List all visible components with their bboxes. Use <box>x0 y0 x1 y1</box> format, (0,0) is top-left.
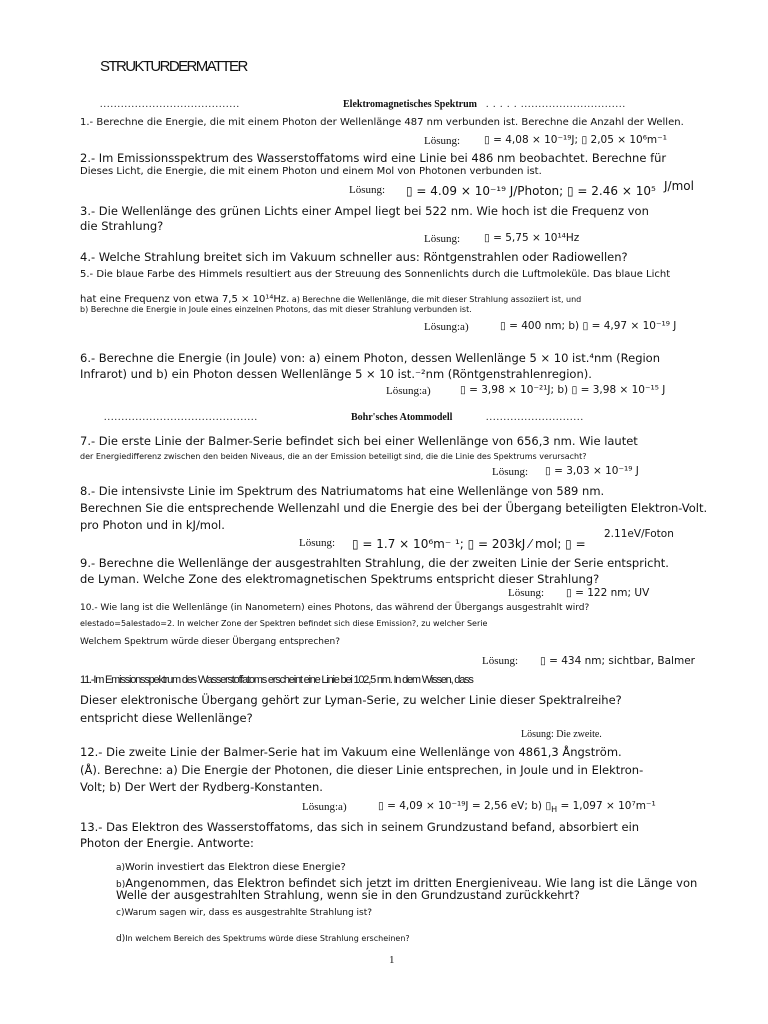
question-10-line2: elestado=5alestado=2. In welcher Zone der Spektren befindet sich diese Emission?, zu welcher Serie <box>80 619 488 628</box>
question-3-line2: die Strahlung? <box>80 219 164 233</box>
solution-answer: ▯ = 434 nm; sichtbar, Balmer <box>540 655 695 667</box>
solution-answer: ▯ = 400 nm; b) ▯ = 4,97 × 10⁻¹⁹ J <box>500 320 677 332</box>
question-2-line2: Dieses Licht, die Energie, die mit einem Photon und einem Mol von Photonen verbunden ist. <box>80 166 542 177</box>
section-divider-right: . . . . . .............................. <box>486 99 626 110</box>
question-4-text: 4.- Welche Strahlung breitet sich im Vakuum schneller aus: Röntgenstrahlen oder Radiowellen? <box>80 250 628 264</box>
solution-answer: Lösung: Die zweite. <box>521 729 602 740</box>
question-8-line1: 8.- Die intensivste Linie im Spektrum des Natriumatoms hat eine Wellenlänge von 589 nm. <box>80 484 605 498</box>
item-marker: a) <box>116 863 126 873</box>
solution-answer: ▯ = 4.09 × 10⁻¹⁹ J/Photon; ▯ = 2.46 × 10⁵ <box>406 184 656 198</box>
item-text: In welchem Bereich des Spektrums würde diese Strahlung erscheinen? <box>125 934 410 943</box>
question-13-item-d <box>116 926 410 945</box>
solution-label: Lösung: <box>424 135 461 147</box>
question-9-line1: 9.- Berechne die Wellenlänge der ausgestrahlten Strahlung, die der zweiten Linie der Serie entspricht. <box>80 556 669 570</box>
solution-answer: ▯ = 1.7 × 10⁶m⁻ ¹; ▯ = 203kJ ⁄ mol; ▯ = <box>352 537 586 551</box>
item-text: Angenommen, das Elektron befindet sich jetzt im dritten Energieniveau. Wie lang ist die Länge von <box>125 876 698 890</box>
question-12-line2: (Å). Berechne: a) Die Energie der Photonen, die dieser Linie entsprechen, in Joule und in Elektron- <box>80 763 644 777</box>
question-10-line3: Welchem Spektrum würde dieser Übergang entsprechen? <box>80 637 340 647</box>
question-7-line1: 7.- Die erste Linie der Balmer-Serie befindet sich bei einer Wellenlänge von 656,3 nm. Wie lautet <box>80 434 638 448</box>
solution-label: Lösung: <box>492 466 529 478</box>
question-5-task-a: a) Berechne die Wellenlänge, die mit dieser Strahlung assoziiert ist, und <box>289 295 582 304</box>
solution-label: Lösung: <box>349 184 386 196</box>
question-2-line1: 2.- Im Emissionsspektrum des Wasserstoffatoms wird eine Linie bei 486 nm beobachtet. Berechne für <box>80 151 667 165</box>
question-11-line1: 11.-Im Emissionsspektrum des Wasserstoffatoms erscheint eine Linie bei 102,5 nm. In dem Wissen, dass <box>80 674 473 686</box>
solution-unit: J/mol <box>664 179 694 193</box>
question-8-line3: pro Photon und in kJ/mol. <box>80 518 225 532</box>
question-5-line2 <box>80 287 581 306</box>
question-10-line1: 10.- Wie lang ist die Wellenlänge (in Nanometern) eines Photons, das während der Übergangs ausgestrahlt wird? <box>80 603 590 613</box>
item-marker: b) <box>116 880 126 890</box>
solution-answer: ▯ = 4,08 × 10⁻¹⁹J; ▯ 2,05 × 10⁶m⁻¹ <box>484 134 667 146</box>
solution-label: Lösung: <box>424 233 461 245</box>
question-1-text: 1.- Berechne die Energie, die mit einem Photon der Wellenlänge 487 nm verbunden ist. Berechne die Anzahl der Wellen. <box>80 117 684 128</box>
section-divider-left: ............................................ <box>104 412 258 423</box>
solution-answer: ▯ = 122 nm; UV <box>566 587 650 599</box>
solution-answer: ▯ = 5,75 × 10¹⁴Hz <box>484 232 580 244</box>
question-11-line3: entspricht diese Wellenlänge? <box>80 711 253 725</box>
page-title: STRUKTURDERMATTER <box>100 58 247 75</box>
question-13-line2: Photon der Energie. Antworte: <box>80 836 254 850</box>
question-13-item-c: c)Warum sagen wir, dass es ausgestrahlte Strahlung ist? <box>116 908 373 918</box>
question-5-line3: b) Berechne die Energie in Joule eines einzelnen Photons, das mit dieser Strahlung verbunden ist. <box>80 305 472 314</box>
question-6-line2: Infrarot) und b) ein Photon dessen Wellenlänge 5 × 10 ist.⁻²nm (Röntgenstrahlenregion). <box>80 367 592 381</box>
question-3-line1: 3.- Die Wellenlänge des grünen Lichts einer Ampel liegt bei 522 nm. Wie hoch ist die Frequenz von <box>80 204 649 218</box>
section-divider-right: ............................ <box>486 412 584 423</box>
page-number: 1 <box>389 954 395 966</box>
solution-label: Lösung:a) <box>424 321 469 333</box>
question-13-item-b-line2: Welle der ausgestrahlten Strahlung, wenn sie in den Grundzustand zurückkehrt? <box>116 888 580 902</box>
solution-side-note: 2.11eV/Foton <box>604 528 674 540</box>
solution-label: Lösung:a) <box>302 801 347 813</box>
solution-label: Lösung:a) <box>386 385 431 397</box>
solution-answer <box>378 800 656 814</box>
question-5-line1: 5.- Die blaue Farbe des Himmels resultiert aus der Streuung des Sonnenlichts durch die Luftmoleküle. Das blaue Licht <box>80 269 671 280</box>
section-divider-left: ........................................ <box>100 99 240 110</box>
solution-answer: ▯ = 3,03 × 10⁻¹⁹ J <box>545 465 639 477</box>
solution-label: Lösung: <box>508 587 545 599</box>
section-heading-em: Elektromagnetisches Spektrum <box>343 99 477 110</box>
solution-label: Lösung: <box>482 655 519 667</box>
question-8-line2: Berechnen Sie die entsprechende Wellenzahl und die Energie des bei der Übergang beteiligten Elektron-Volt. <box>80 501 708 515</box>
question-13-line1: 13.- Das Elektron des Wasserstoffatoms, das sich in seinem Grundzustand befand, absorbiert ein <box>80 820 640 834</box>
question-9-line2: de Lyman. Welche Zone des elektromagnetischen Spektrums entspricht dieser Strahlung? <box>80 572 600 586</box>
solution-subscript: H <box>551 805 558 815</box>
solution-label: Lösung: <box>299 537 336 549</box>
question-11-line2: Dieser elektronische Übergang gehört zur Lyman-Serie, zu welcher Linie dieser Spektralreihe? <box>80 693 622 707</box>
item-marker: d) <box>116 934 126 944</box>
solution-answer: ▯ = 3,98 × 10⁻²¹J; b) ▯ = 3,98 × 10⁻¹⁵ J <box>460 384 666 396</box>
solution-answer-part1: ▯ = 4,09 × 10⁻¹⁹J = 2,56 eV; b) ▯ <box>378 800 552 812</box>
question-6-line1: 6.- Berechne die Energie (in Joule) von: a) einem Photon, dessen Wellenlänge 5 × 10 ist.⁴nm (Region <box>80 351 661 365</box>
section-heading-bohr: Bohr'sches Atommodell <box>351 412 453 423</box>
question-12-line1: 12.- Die zweite Linie der Balmer-Serie hat im Vakuum eine Wellenlänge von 4861,3 Ångström. <box>80 745 622 759</box>
question-7-line2: der Energiedifferenz zwischen den beiden Niveaus, die an der Emission beteiligt sind, die die Linie des Spektrums verursacht? <box>80 452 587 461</box>
solution-answer-part2: = 1,097 × 10⁷m⁻¹ <box>557 800 656 812</box>
item-text: Worin investiert das Elektron diese Energie? <box>125 862 346 873</box>
question-12-line3: Volt; b) Der Wert der Rydberg-Konstanten. <box>80 780 323 794</box>
question-5-frequency: hat eine Frequenz von etwa 7,5 × 10¹⁴Hz. <box>80 294 290 305</box>
